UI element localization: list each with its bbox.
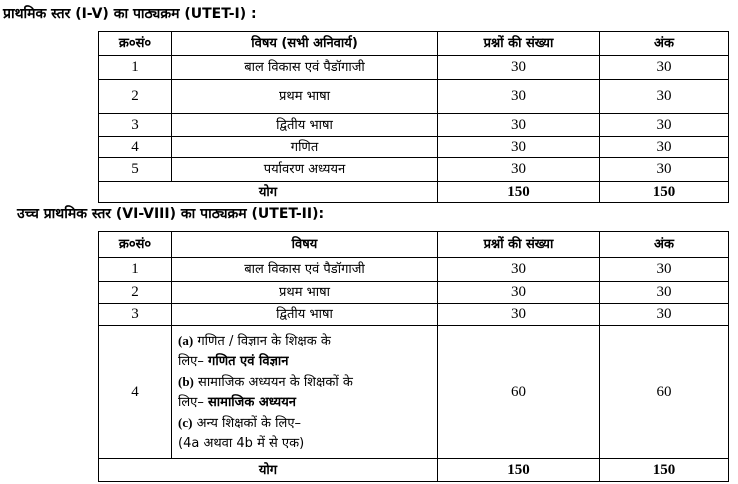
marks-cell: 30 xyxy=(600,114,729,137)
table-row xyxy=(99,304,729,326)
option-b-for: लिए– xyxy=(178,394,204,410)
subject-cell: प्रथम भाषा xyxy=(172,282,438,304)
header-subject: विषय xyxy=(172,232,438,258)
marks-cell: 30 xyxy=(600,56,729,80)
questions-cell: 30 xyxy=(438,158,600,182)
option-a-tag: (a) xyxy=(178,332,194,348)
questions-cell: 30 xyxy=(438,304,600,326)
section2-heading: उच्च प्राथमिक स्तर (VI-VIII) का पाठ्यक्रम (UTET-II): xyxy=(17,206,325,222)
serial-cell: 4 xyxy=(99,326,172,459)
subject-cell: पर्यावरण अध्ययन xyxy=(172,158,438,182)
serial-cell: 2 xyxy=(99,80,172,114)
table-row xyxy=(99,80,729,114)
questions-cell: 30 xyxy=(438,137,600,158)
total-questions: 150 xyxy=(438,182,600,203)
serial-cell: 5 xyxy=(99,158,172,182)
table-row xyxy=(99,137,729,158)
total-marks: 150 xyxy=(600,459,729,482)
option-c-text: अन्य शिक्षकों के लिए– xyxy=(196,415,302,431)
total-questions: 150 xyxy=(438,459,600,482)
marks-cell: 30 xyxy=(600,137,729,158)
subject-options-cell xyxy=(172,326,438,459)
option-a-text: गणित / विज्ञान के शिक्षक के xyxy=(197,333,331,349)
header-marks: अंक xyxy=(600,232,729,258)
header-marks: अंक xyxy=(600,32,729,56)
marks-cell: 30 xyxy=(600,80,729,114)
table-row xyxy=(99,282,729,304)
header-questions: प्रश्नों की संख्या xyxy=(438,232,600,258)
section1-heading: प्राथमिक स्तर (I-V) का पाठ्यक्रम (UTET-I) : xyxy=(3,6,257,22)
table-row xyxy=(99,56,729,80)
serial-cell: 3 xyxy=(99,114,172,137)
subject-cell: द्वितीय भाषा xyxy=(172,114,438,137)
option-c-line1 xyxy=(178,413,431,434)
questions-cell: 30 xyxy=(438,282,600,304)
serial-cell: 1 xyxy=(99,56,172,80)
option-a-line2 xyxy=(178,352,431,372)
option-b-line1 xyxy=(178,372,431,393)
subject-cell: द्वितीय भाषा xyxy=(172,304,438,326)
utet2-syllabus-table xyxy=(98,231,729,482)
header-serial: क्र०सं० xyxy=(99,232,172,258)
table-row xyxy=(99,158,729,182)
option-c-line2: (4a अथवा 4b में से एक) xyxy=(178,435,305,451)
option-b-text: सामाजिक अध्ययन के शिक्षकों के xyxy=(198,374,353,390)
table-row xyxy=(99,114,729,137)
marks-cell: 30 xyxy=(600,304,729,326)
option-a-line1 xyxy=(178,331,431,352)
total-row xyxy=(99,459,729,482)
utet1-syllabus-table xyxy=(98,31,729,203)
questions-cell: 30 xyxy=(438,258,600,282)
questions-cell: 30 xyxy=(438,114,600,137)
option-b-subject: सामाजिक अध्ययन xyxy=(208,394,296,410)
marks-cell: 60 xyxy=(600,326,729,459)
table-header-row xyxy=(99,232,729,258)
questions-cell: 60 xyxy=(438,326,600,459)
total-row xyxy=(99,182,729,203)
marks-cell: 30 xyxy=(600,158,729,182)
serial-cell: 1 xyxy=(99,258,172,282)
marks-cell: 30 xyxy=(600,282,729,304)
option-b-line2 xyxy=(178,393,431,413)
total-label: योग xyxy=(99,182,438,203)
header-serial: क्र०सं० xyxy=(99,32,172,56)
option-c-tag: (c) xyxy=(178,414,193,430)
subject-cell: बाल विकास एवं पैडॉगाजी xyxy=(172,258,438,282)
serial-cell: 2 xyxy=(99,282,172,304)
questions-cell: 30 xyxy=(438,80,600,114)
marks-cell: 30 xyxy=(600,258,729,282)
table-row xyxy=(99,258,729,282)
questions-cell: 30 xyxy=(438,56,600,80)
header-subject: विषय (सभी अनिवार्य) xyxy=(172,32,438,56)
table-row-multi xyxy=(99,326,729,459)
serial-cell: 3 xyxy=(99,304,172,326)
subject-cell: बाल विकास एवं पैडॉगाजी xyxy=(172,56,438,80)
total-marks: 150 xyxy=(600,182,729,203)
option-a-for: लिए– xyxy=(178,353,204,369)
subject-cell: गणित xyxy=(172,137,438,158)
serial-cell: 4 xyxy=(99,137,172,158)
option-a-subject: गणित एवं विज्ञान xyxy=(208,353,289,369)
header-questions: प्रश्नों की संख्या xyxy=(438,32,600,56)
table-header-row xyxy=(99,32,729,56)
total-label: योग xyxy=(99,459,438,482)
subject-cell: प्रथम भाषा xyxy=(172,80,438,114)
option-b-tag: (b) xyxy=(178,373,194,389)
